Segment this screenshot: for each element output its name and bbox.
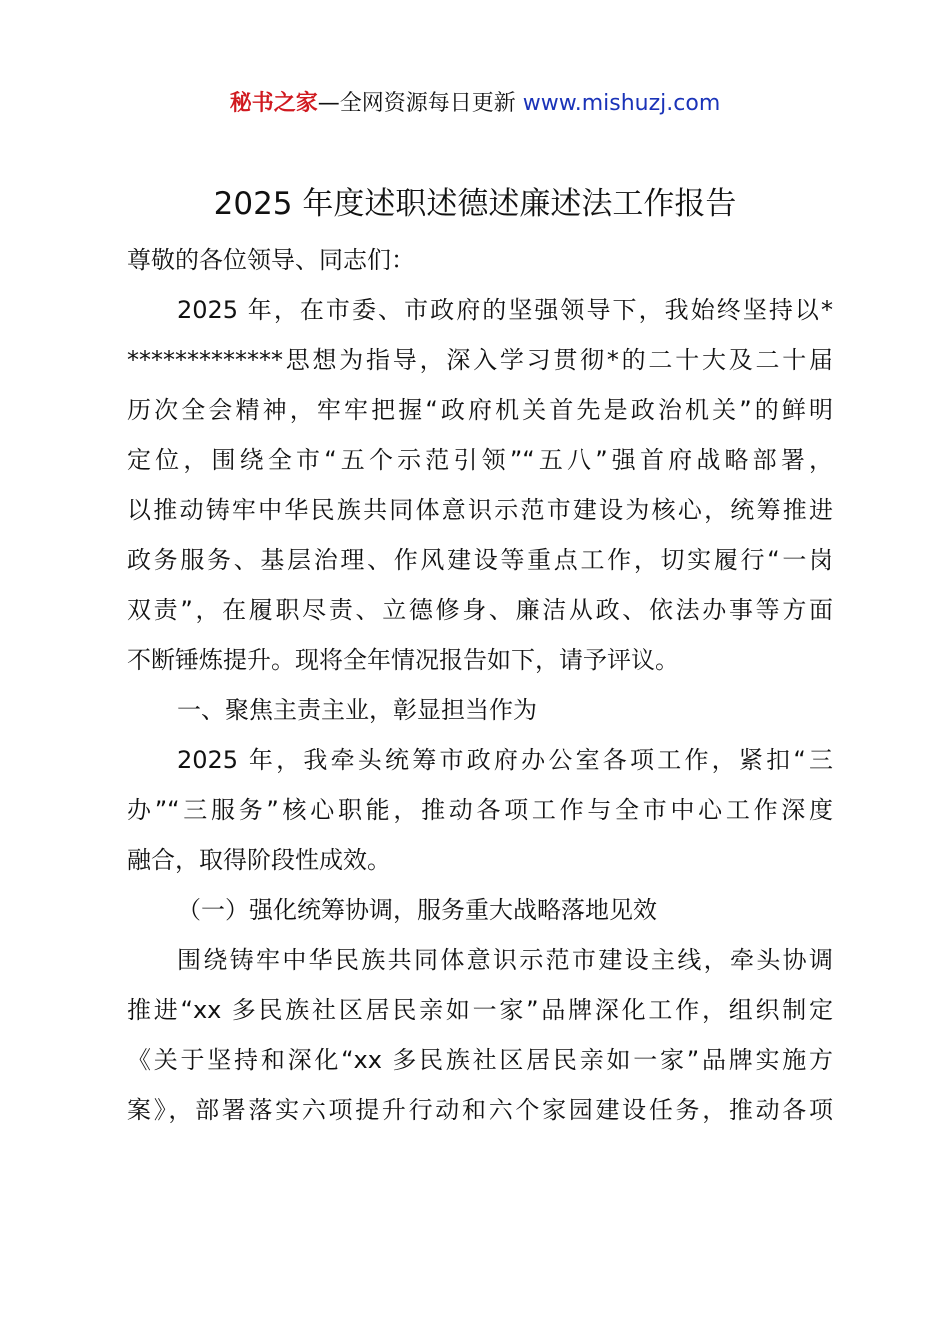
paragraph-line: 融合，取得阶段性成效。 bbox=[127, 846, 391, 874]
salutation bbox=[127, 235, 833, 285]
paragraph-line: 政务服务、基层治理、作风建设等重点工作，切实履行“一岗 bbox=[127, 546, 833, 574]
paragraph-section-1 bbox=[127, 735, 833, 885]
paragraph-line: 《关于坚持和深化“xx 多民族社区居民亲如一家”品牌实施方 bbox=[127, 1046, 833, 1074]
salutation-text: 尊敬的各位领导、同志们： bbox=[127, 246, 415, 274]
paragraph-line: 案》，部署落实六项提升行动和六个家园建设任务，推动各项 bbox=[127, 1096, 833, 1124]
paragraph-line: 2025 年，我牵头统筹市政府办公室各项工作，紧扣“三 bbox=[177, 746, 833, 774]
paragraph-line: 历次全会精神，牢牢把握“政府机关首先是政治机关”的鲜明 bbox=[127, 396, 833, 424]
site-header bbox=[0, 88, 950, 120]
paragraph-line: 办”“三服务”核心职能，推动各项工作与全市中心工作深度 bbox=[127, 796, 833, 824]
section-heading-1 bbox=[127, 685, 833, 735]
paragraph-line: 定位，围绕全市“五个示范引领”“五八”强首府战略部署， bbox=[127, 446, 833, 474]
paragraph-line: 以推动铸牢中华民族共同体意识示范市建设为核心，统筹推进 bbox=[127, 496, 833, 524]
paragraph-subsection-1 bbox=[127, 935, 833, 1135]
paragraph-line: 推进“xx 多民族社区居民亲如一家”品牌深化工作，组织制定 bbox=[127, 996, 833, 1024]
site-url-link[interactable]: www.mishuzj.com bbox=[522, 91, 721, 116]
paragraph-line: *************思想为指导，深入学习贯彻*的二十大及二十届 bbox=[127, 346, 833, 374]
paragraph-intro bbox=[127, 285, 833, 685]
site-tagline: —全网资源每日更新 bbox=[317, 91, 523, 116]
subsection-heading-1 bbox=[127, 885, 833, 935]
paragraph-line: 2025 年，在市委、市政府的坚强领导下，我始终坚持以* bbox=[177, 296, 833, 324]
document-body bbox=[127, 235, 833, 1135]
paragraph-line: 不断锤炼提升。现将全年情况报告如下，请予评议。 bbox=[127, 646, 679, 674]
subheading-text: （一）强化统筹协调，服务重大战略落地见效 bbox=[177, 896, 657, 924]
site-name: 秘书之家 bbox=[229, 91, 318, 116]
document-title: 2025 年度述职述德述廉述法工作报告 bbox=[213, 186, 737, 222]
heading-text: 一、聚焦主责主业，彰显担当作为 bbox=[177, 696, 537, 724]
paragraph-line: 围绕铸牢中华民族共同体意识示范市建设主线，牵头协调 bbox=[177, 946, 833, 974]
paragraph-line: 双责”，在履职尽责、立德修身、廉洁从政、依法办事等方面 bbox=[127, 596, 833, 624]
